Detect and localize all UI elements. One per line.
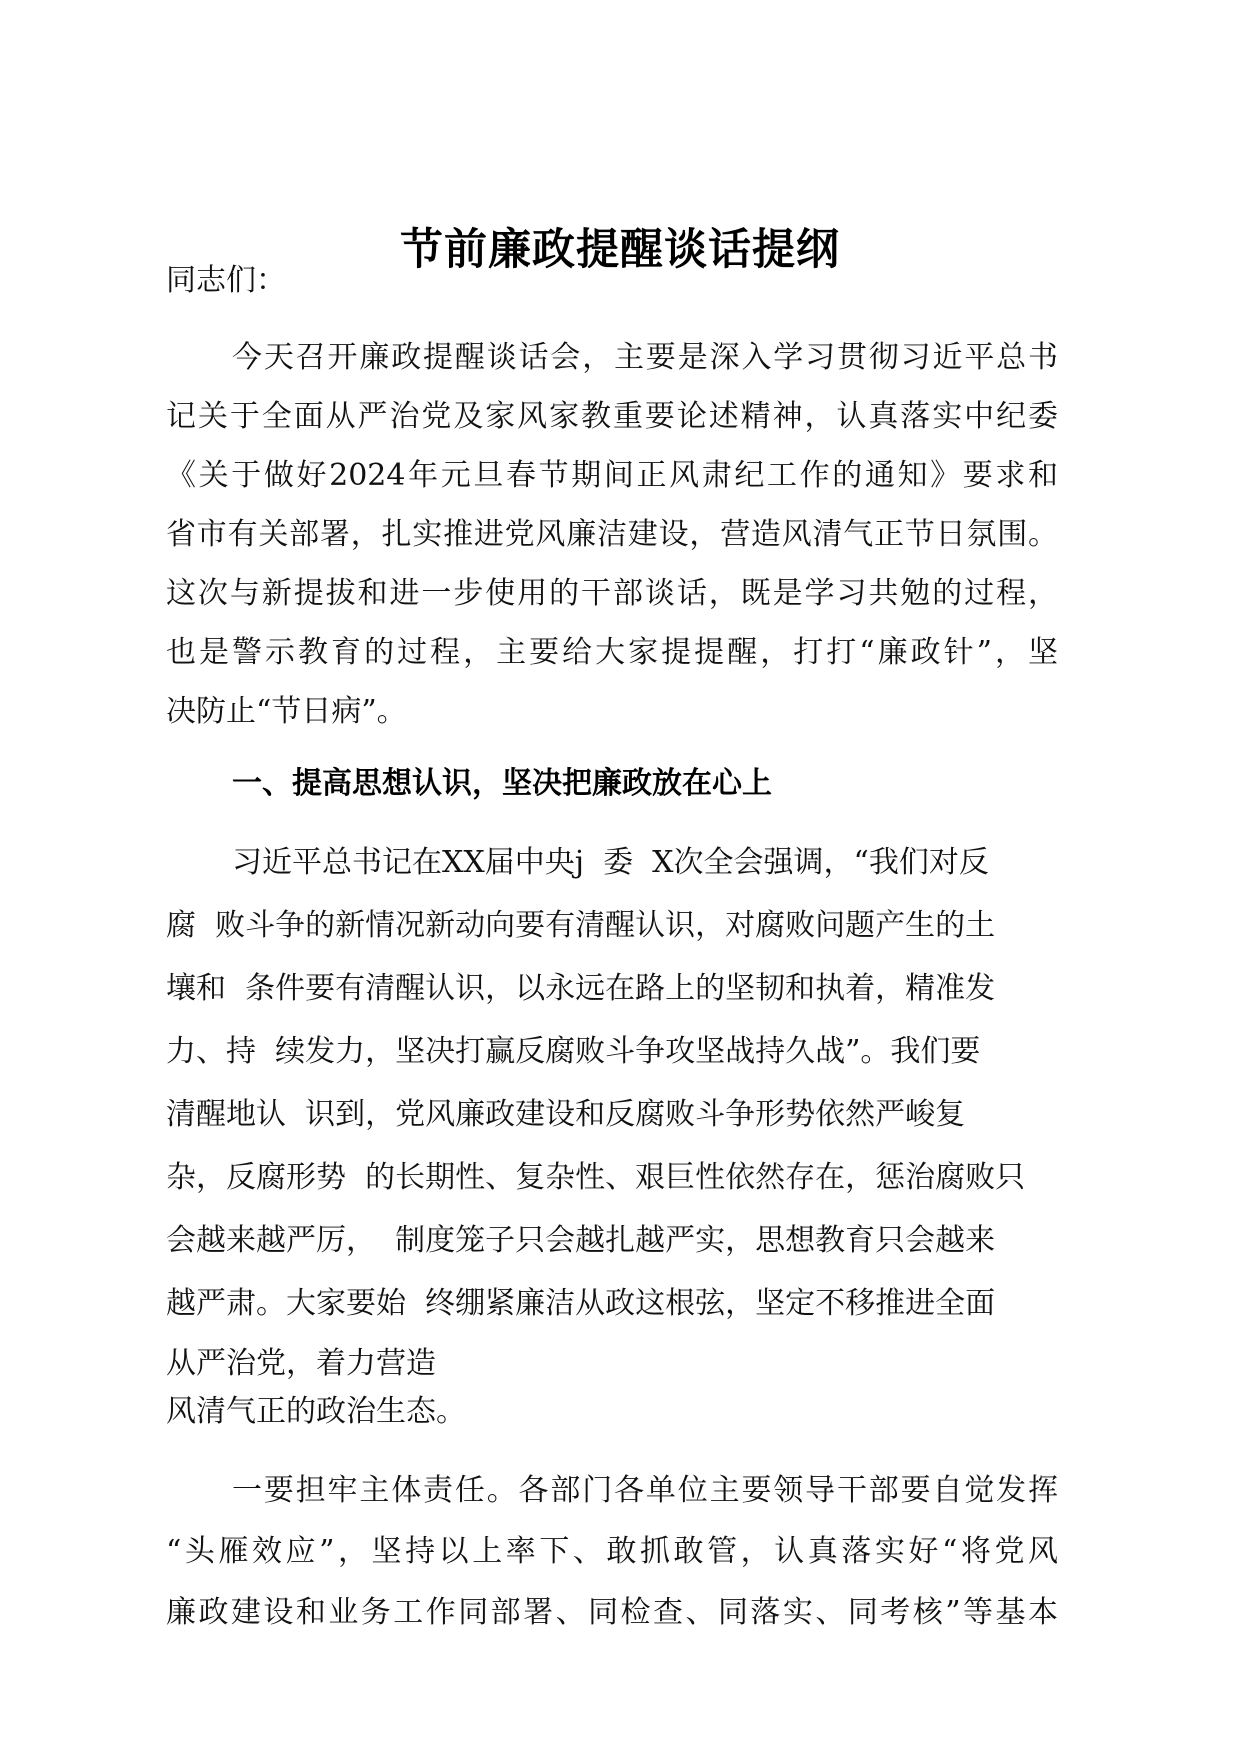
paragraph-1-line-5: 这次与新提拔和进一步使用的干部谈话，既是学习共勉的过程， <box>166 576 1058 611</box>
paragraph-1-line-2: 记关于全面从严治党及家风家教重要论述精神，认真落实中纪委 <box>166 399 1058 434</box>
section-paragraph-line-5: 清醒地认 识到，党风廉政建设和反腐败斗争形势依然严峻复 <box>166 1097 966 1132</box>
paragraph-1-line-7: 决防止“节日病”。 <box>166 694 407 729</box>
section-paragraph-line-3: 壤和 条件要有清醒认识，以永远在路上的坚韧和执着，精准发 <box>166 971 996 1006</box>
closing-paragraph-line-2: “头雁效应”，坚持以上率下、敢抓敢管，认真落实好“将党风 <box>166 1534 1058 1569</box>
document-title: 节前廉政提醒谈话提纲 <box>400 225 840 275</box>
section-paragraph-line-9: 从严治党，着力营造 <box>166 1346 436 1381</box>
section-paragraph-line-6: 杂，反腐形势 的长期性、复杂性、艰巨性依然存在，惩治腐败只 <box>166 1160 1026 1195</box>
closing-paragraph-line-3: 廉政建设和业务工作同部署、同检查、同落实、同考核”等基本 <box>166 1595 1058 1630</box>
section-paragraph-line-10: 风清气正的政治生态。 <box>166 1394 466 1429</box>
paragraph-1-line-6: 也是警示教育的过程，主要给大家提提醒，打打“廉政针”，坚 <box>166 635 1058 670</box>
section-paragraph-line-7: 会越来越严厉， 制度笼子只会越扎越严实，思想教育只会越来 <box>166 1223 996 1258</box>
closing-paragraph-line-1: 一要担牢主体责任。各部门各单位主要领导干部要自觉发挥 <box>232 1473 1058 1508</box>
section-paragraph-line-2: 腐 败斗争的新情况新动向要有清醒认识，对腐败问题产生的土 <box>166 908 996 943</box>
paragraph-1-line-4: 省市有关部署，扎实推进党风廉洁建设，营造风清气正节日氛围。 <box>166 517 1058 552</box>
paragraph-1-line-1: 今天召开廉政提醒谈话会，主要是深入学习贯彻习近平总书 <box>232 340 1058 375</box>
section-paragraph-line-8: 越严肃。大家要始 终绷紧廉洁从政这根弦，坚定不移推进全面 <box>166 1286 996 1321</box>
section-heading: 一、提高思想认识，坚决把廉政放在心上 <box>232 766 772 801</box>
section-paragraph-line-1: 习近平总书记在XX届中央j 委 X次全会强调，“我们对反 <box>232 845 989 880</box>
section-paragraph-line-4: 力、持 续发力，坚决打赢反腐败斗争攻坚战持久战”。我们要 <box>166 1034 981 1069</box>
salutation: 同志们： <box>166 263 286 298</box>
paragraph-1-line-3: 《关于做好2024年元旦春节期间正风肃纪工作的通知》要求和 <box>166 458 1058 493</box>
